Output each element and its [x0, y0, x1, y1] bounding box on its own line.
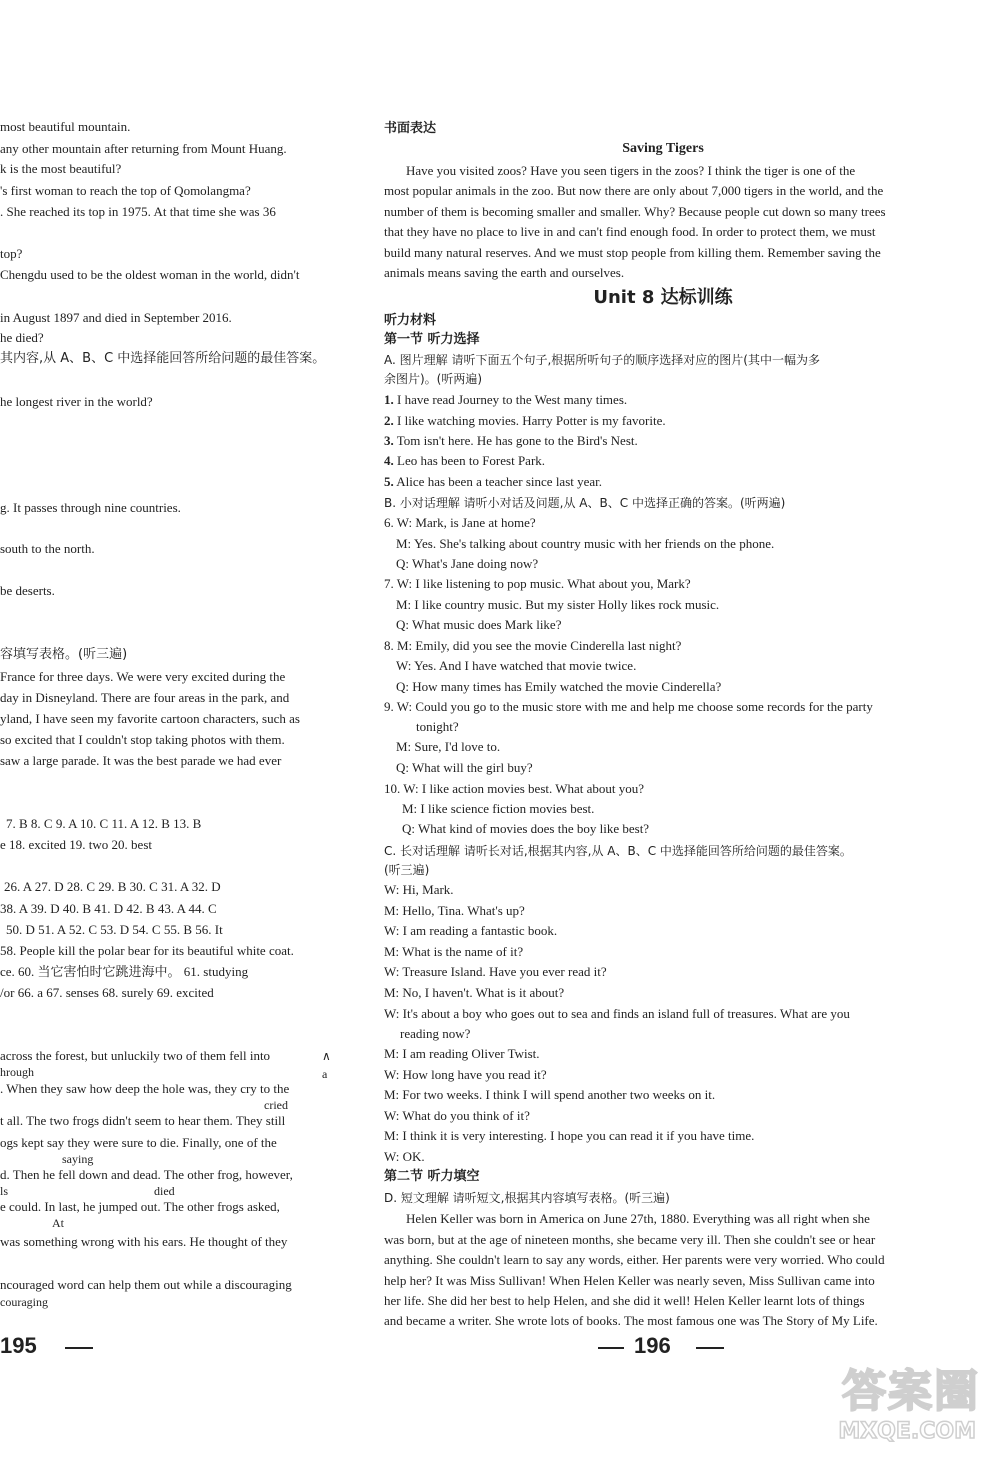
dialogue-line: tonight?	[416, 719, 459, 734]
answer-line: /or 66. a 67. senses 68. surely 69. excited	[0, 985, 214, 1000]
correction-word: couraging	[0, 1295, 48, 1309]
correction-line: t all. The two frogs didn't seem to hear them. They still	[0, 1113, 286, 1128]
watermark-logo	[780, 1355, 980, 1455]
correction-word: saying	[62, 1152, 94, 1166]
partD-heading: D. 短文理解 请听短文,根据其内容填写表格。(听三遍)	[384, 1191, 670, 1205]
listening-material-heading: 听力材料	[384, 313, 437, 328]
passage-line: Helen Keller was born in America on June 27th, 1880. Everything was all right when she	[406, 1211, 870, 1226]
part1-heading: 第一节 听力选择	[384, 332, 480, 347]
page-number-left: 195	[0, 1333, 37, 1358]
left-line: France for three days. We were very excited during the	[0, 669, 286, 684]
part2-heading: 第二节 听力填空	[384, 1169, 480, 1184]
long-dialogue-line: M: I am reading Oliver Twist.	[384, 1046, 540, 1061]
left-line: g. It passes through nine countries.	[0, 500, 181, 515]
correction-line: . When they saw how deep the hole was, they cry to the	[0, 1081, 290, 1096]
essay-line: build many natural reserves. And we must stop people from killing them. Remember saving the	[384, 245, 881, 260]
dialogue-line: M: I like country music. But my sister Holly likes rock music.	[396, 597, 720, 612]
sentence-item: 4. Leo has been to Forest Park.	[384, 453, 546, 468]
correction-line: e could. In last, he jumped out. The other frogs asked,	[0, 1199, 280, 1214]
dialogue-line: 10. W: I like action movies best. What about you?	[384, 781, 645, 796]
essay-line: that they have no place to live in and can't find enough food. In order to protect them, we must	[384, 224, 876, 239]
correction-word: cried	[264, 1098, 288, 1112]
left-line: he longest river in the world?	[0, 394, 153, 409]
passage-line: her life. She did her best to help Helen, and she did it well! Helen Keller learnt lots of things	[384, 1293, 865, 1308]
left-line: so excited that I couldn't stop taking photos with them.	[0, 732, 285, 747]
correction-word: ls	[0, 1184, 9, 1198]
dialogue-line: Q: What music does Mark like?	[396, 617, 562, 632]
long-dialogue-line: W: Hi, Mark.	[384, 882, 454, 897]
correction-line: ncouraged word can help them out while a discouraging	[0, 1277, 292, 1292]
answer-line: 38. A 39. D 40. B 41. D 42. B 43. A 44. C	[0, 901, 217, 916]
watermark-url: MXQE.COM	[838, 1419, 976, 1444]
correction-caret: ∧	[322, 1049, 331, 1063]
long-dialogue-line: M: What is the name of it?	[384, 944, 524, 959]
left-line: yland, I have seen my favorite cartoon characters, such as	[0, 711, 300, 726]
long-dialogue-line: W: Treasure Island. Have you ever read it?	[384, 964, 607, 979]
dialogue-line: Q: What's Jane doing now?	[396, 556, 539, 571]
left-line: any other mountain after returning from Mount Huang.	[0, 141, 287, 156]
answer-line: e 18. excited 19. two 20. best	[0, 837, 152, 852]
essay-line: animals means saving the earth and ourselves.	[384, 265, 625, 280]
page-number-right: 196	[634, 1333, 671, 1358]
answer-line: 26. A 27. D 28. C 29. B 30. C 31. A 32. D	[4, 879, 221, 894]
correction-line: was something wrong with his ears. He thought of they	[0, 1234, 288, 1249]
long-dialogue-line: M: No, I haven't. What is it about?	[384, 985, 565, 1000]
sentence-item: 3. Tom isn't here. He has gone to the Bird's Nest.	[384, 433, 638, 448]
left-line: he died?	[0, 330, 44, 345]
dialogue-line: W: Yes. And I have watched that movie twice.	[396, 658, 637, 673]
left-line: 's first woman to reach the top of Qomolangma?	[0, 183, 251, 198]
passage-line: help her? It was Miss Sullivan! When Helen Keller was nearly seven, Miss Sullivan came into	[384, 1273, 875, 1288]
left-line: be deserts.	[0, 583, 55, 598]
passage-line: and became a writer. She wrote lots of books. The most famous one was The Story of My Life.	[384, 1313, 878, 1328]
page-number-rule	[65, 1347, 93, 1349]
partA-heading: A. 图片理解 请听下面五个句子,根据所听句子的顺序选择对应的图片(其中一幅为多	[384, 353, 820, 367]
long-dialogue-line: reading now?	[400, 1026, 471, 1041]
answer-line: ce. 60. 当它害怕时它跳进海中。 61. studying	[0, 964, 249, 979]
left-line: k is the most beautiful?	[0, 161, 122, 176]
left-line: 其内容,从 A、B、C 中选择能回答所给问题的最佳答案。	[0, 351, 326, 366]
sentence-item: 2. I like watching movies. Harry Potter is my favorite.	[384, 413, 666, 428]
page-number-rule	[598, 1347, 624, 1349]
correction-word: died	[154, 1184, 175, 1198]
answer-line: 7. B 8. C 9. A 10. C 11. A 12. B 13. B	[6, 816, 202, 831]
unit-title: Unit 8 达标训练	[593, 287, 733, 308]
answer-line: 58. People kill the polar bear for its beautiful white coat.	[0, 943, 294, 958]
left-line: in August 1897 and died in September 2016.	[0, 310, 232, 325]
dialogue-line: M: Yes. She's talking about country music with her friends on the phone.	[396, 536, 775, 551]
dialogue-line: M: I like science fiction movies best.	[402, 801, 595, 816]
long-dialogue-line: M: For two weeks. I think I will spend another two weeks on it.	[384, 1087, 716, 1102]
sentence-item: 1. I have read Journey to the West many times.	[384, 392, 628, 407]
essay-line: most popular animals in the zoo. But now there are only about 7,000 tigers in the world, and the	[384, 183, 884, 198]
correction-line: across the forest, but unluckily two of them fell into	[0, 1048, 271, 1063]
essay-line: number of them is becoming smaller and smaller. Why? Because people cut down so many trees	[384, 204, 886, 219]
dialogue-line: 8. M: Emily, did you see the movie Cinderella last night?	[384, 638, 682, 653]
correction-word: hrough	[0, 1065, 34, 1079]
partB-heading: B. 小对话理解 请听小对话及问题,从 A、B、C 中选择正确的答案。(听两遍)	[384, 496, 786, 510]
left-line: Chengdu used to be the oldest woman in the world, didn't	[0, 267, 300, 282]
dialogue-line: Q: What will the girl buy?	[396, 760, 533, 775]
dialogue-line: Q: What kind of movies does the boy like best?	[402, 821, 650, 836]
essay-title: Saving Tigers	[622, 141, 704, 156]
left-line: top?	[0, 246, 23, 261]
left-line: most beautiful mountain.	[0, 119, 131, 134]
passage-line: anything. She couldn't learn to say any words, either. Her parents were very worried. Who could	[384, 1252, 885, 1267]
correction-word: At	[52, 1216, 64, 1230]
long-dialogue-line: W: What do you think of it?	[384, 1108, 530, 1123]
long-dialogue-line: W: I am reading a fantastic book.	[384, 923, 558, 938]
partA-heading: 余图片)。(听两遍)	[384, 372, 483, 386]
correction-line: d. Then he fell down and dead. The other frog, however,	[0, 1167, 293, 1182]
essay-line: Have you visited zoos? Have you seen tigers in the zoos? I think the tiger is one of the	[406, 163, 856, 178]
right-page	[378, 0, 948, 1471]
dialogue-line: Q: How many times has Emily watched the movie Cinderella?	[396, 679, 722, 694]
long-dialogue-line: W: OK.	[384, 1149, 425, 1164]
long-dialogue-line: M: Hello, Tina. What's up?	[384, 903, 525, 918]
watermark-text: 答案圈	[842, 1366, 980, 1417]
left-line: south to the north.	[0, 541, 95, 556]
dialogue-line: 7. W: I like listening to pop music. What about you, Mark?	[384, 576, 691, 591]
dialogue-line: 9. W: Could you go to the music store with me and help me choose some records for the party	[384, 699, 873, 714]
long-dialogue-line: W: How long have you read it?	[384, 1067, 547, 1082]
answer-line: 50. D 51. A 52. C 53. D 54. C 55. B 56. It	[6, 922, 223, 937]
left-line: . She reached its top in 1975. At that time she was 36	[0, 204, 276, 219]
partC-heading: (听三遍)	[384, 863, 430, 877]
correction-word: a	[322, 1067, 328, 1081]
long-dialogue-line: M: I think it is very interesting. I hope you can read it if you have time.	[384, 1128, 755, 1143]
sentence-item: 5. Alice has been a teacher since last year.	[384, 474, 603, 489]
passage-line: was born, but at the age of nineteen months, she became very ill. Then she couldn't see or hear	[384, 1232, 876, 1247]
long-dialogue-line: W: It's about a boy who goes out to sea and finds an island full of treasures. What are you	[384, 1006, 850, 1021]
correction-line: ogs kept say they were sure to die. Finally, one of the	[0, 1135, 277, 1150]
page-number-rule	[696, 1347, 724, 1349]
left-page	[0, 0, 345, 1471]
partC-heading: C. 长对话理解 请听长对话,根据其内容,从 A、B、C 中选择能回答所给问题的最佳答案。	[384, 844, 852, 858]
left-line: saw a large parade. It was the best parade we had ever	[0, 753, 282, 768]
dialogue-line: 6. W: Mark, is Jane at home?	[384, 515, 536, 530]
dialogue-line: M: Sure, I'd love to.	[396, 739, 501, 754]
left-line: day in Disneyland. There are four areas in the park, and	[0, 690, 290, 705]
section-writing-heading: 书面表达	[384, 121, 437, 136]
left-line: 容填写表格。(听三遍)	[0, 647, 128, 662]
